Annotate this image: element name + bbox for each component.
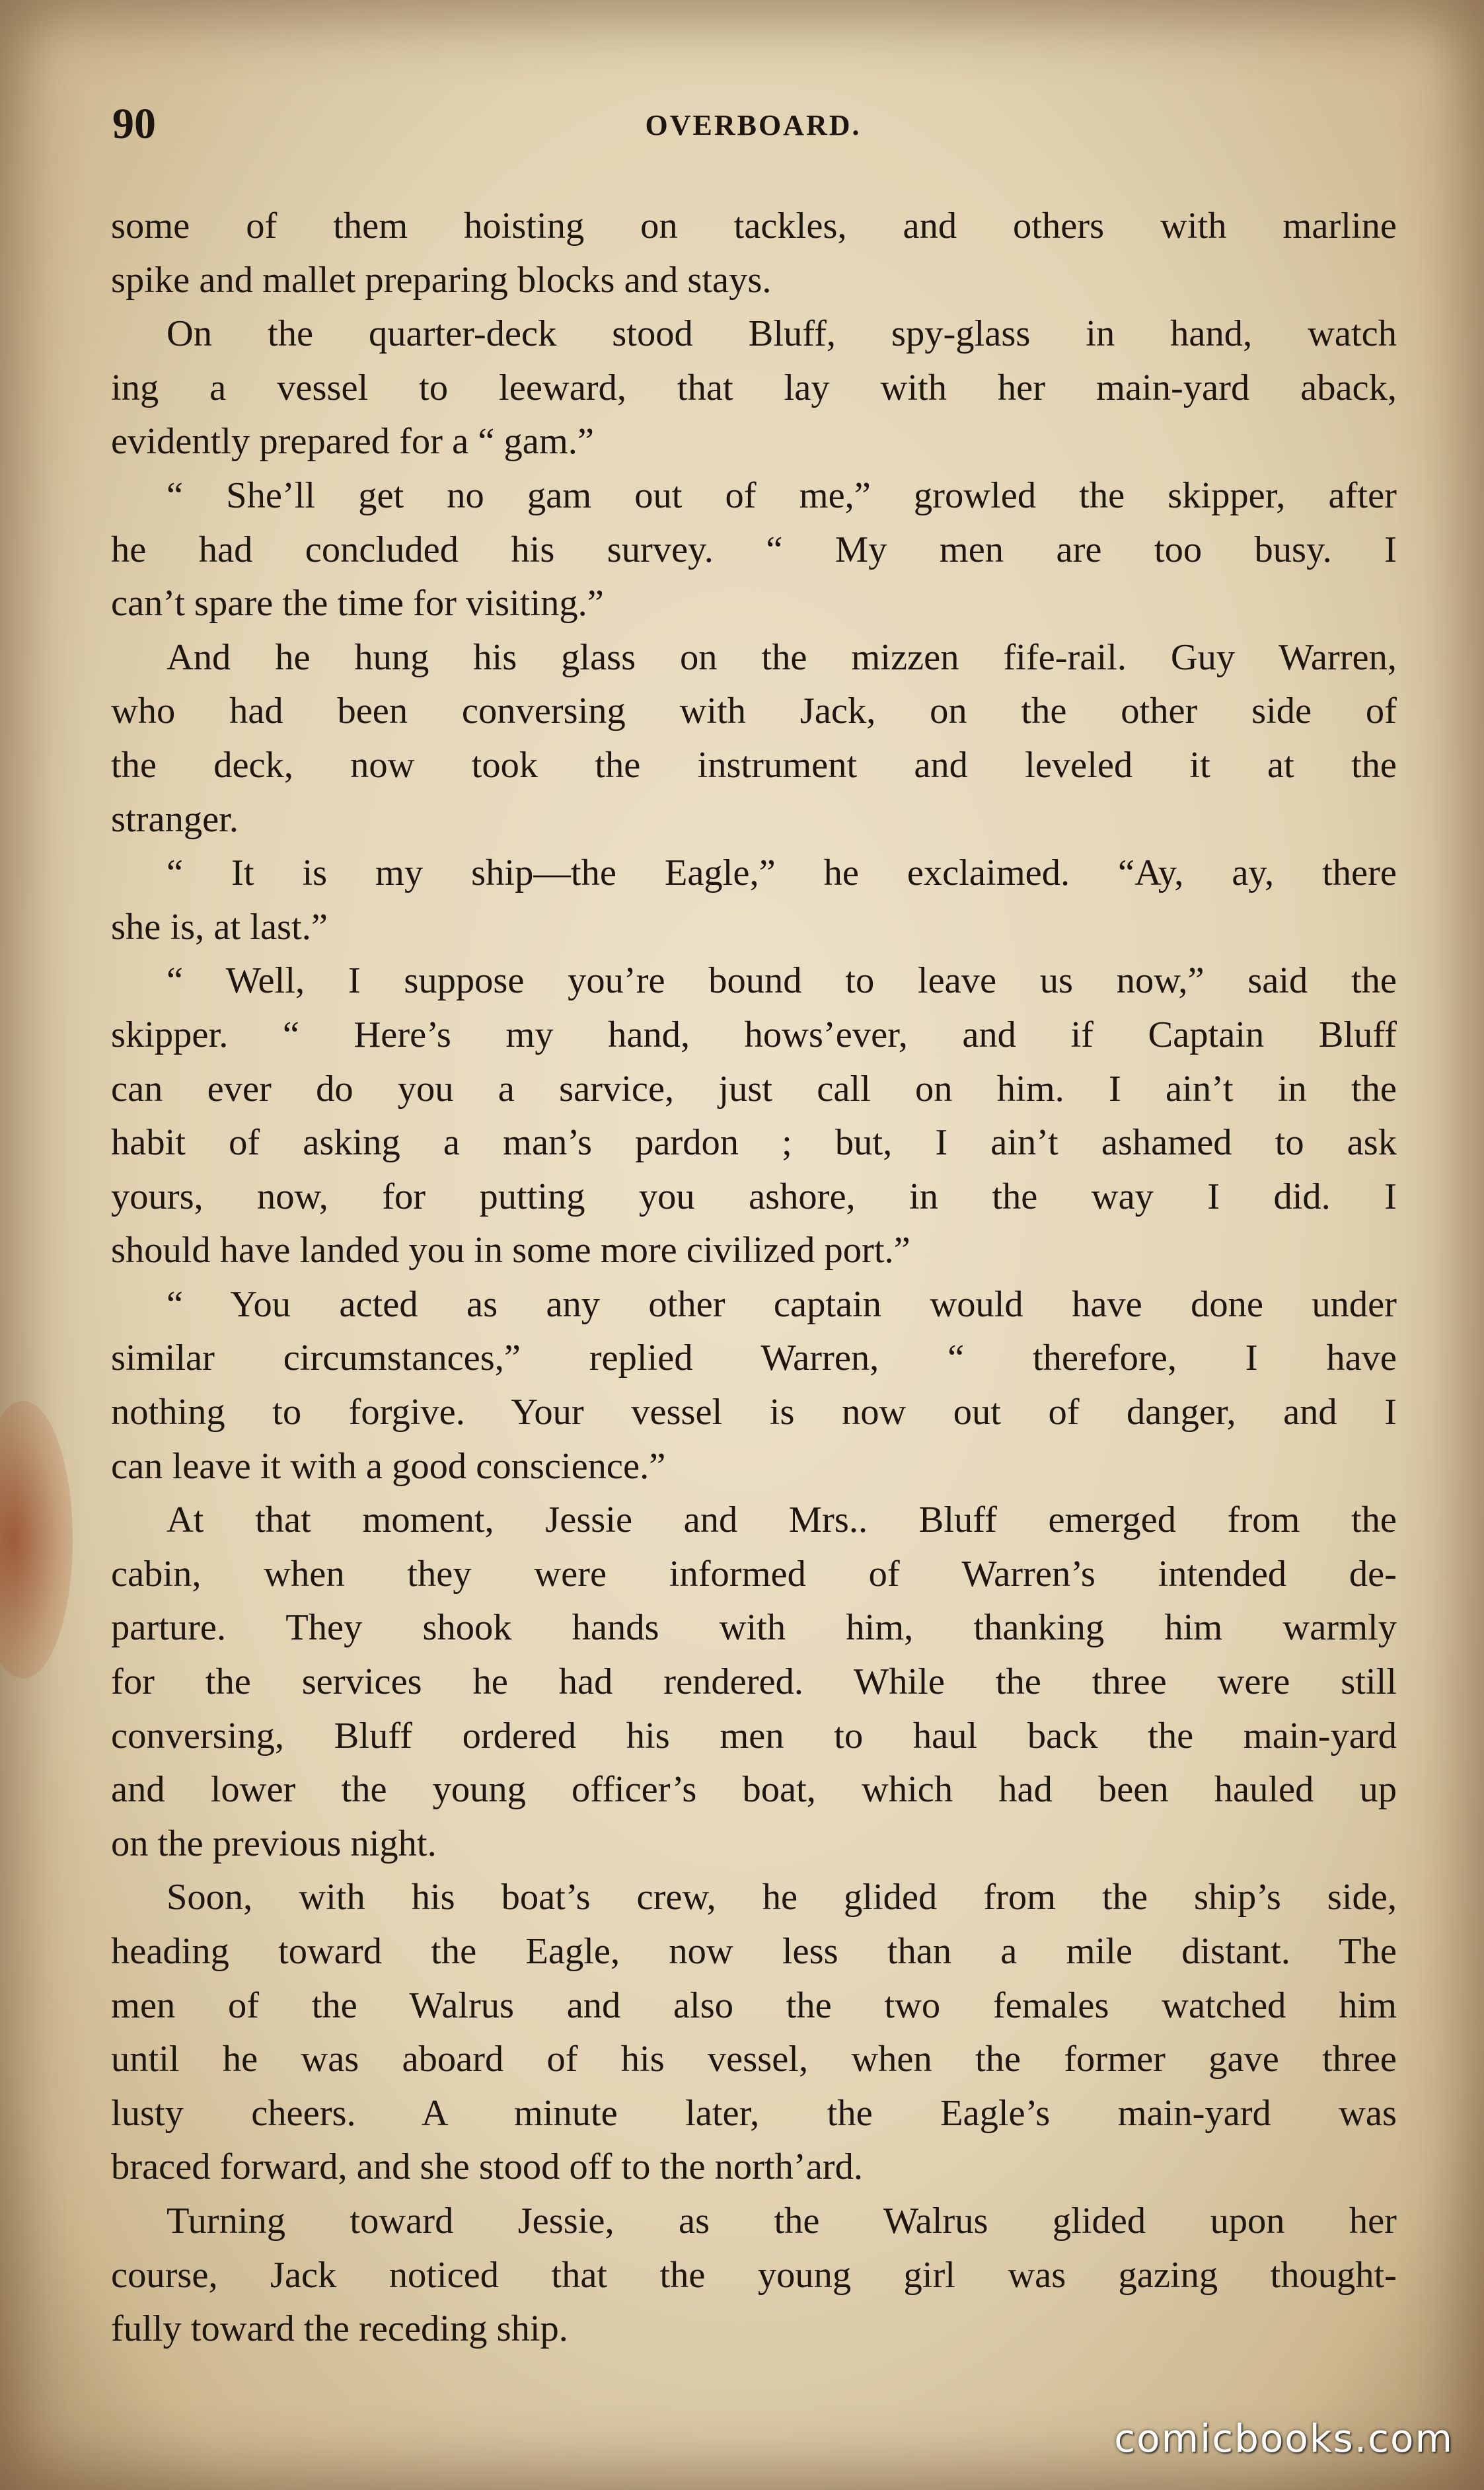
text-line: cabin, when they were informed of Warren’s intended de-: [111, 1553, 1397, 1595]
text-line: should have landed you in some more civilized port.”: [111, 1230, 910, 1271]
text-line: And he hung his glass on the mizzen fife-rail. Guy Warren,: [167, 636, 1397, 678]
text-line: stranger.: [111, 798, 239, 840]
text-line: At that moment, Jessie and Mrs.. Bluff emerged from the: [167, 1499, 1397, 1541]
text-line: heading toward the Eagle, now less than a mile distant. The: [111, 1931, 1397, 1972]
text-line: nothing to forgive. Your vessel is now out of danger, and I: [111, 1392, 1397, 1433]
text-line: some of them hoisting on tackles, and others with marline: [111, 206, 1397, 246]
text-line: “ You acted as any other captain would have done under: [167, 1283, 1397, 1325]
text-line: evidently prepared for a “ gam.”: [111, 421, 594, 463]
text-line: braced forward, and she stood off to the north’ard.: [111, 2146, 864, 2188]
text-line: “ Well, I suppose you’re bound to leave us now,” said the: [167, 960, 1397, 1002]
page-stain: [0, 1401, 73, 1679]
text-line: similar circumstances,” replied Warren, “ therefore, I have: [111, 1338, 1397, 1379]
text-line: Turning toward Jessie, as the Walrus glided upon her: [167, 2200, 1397, 2242]
text-line: the deck, now took the instrument and leveled it at the: [111, 744, 1397, 786]
text-line: and lower the young officer’s boat, which had been hauled up: [111, 1769, 1397, 1811]
text-line: yours, now, for putting you ashore, in the way I did. I: [111, 1176, 1397, 1217]
text-line: skipper. “ Here’s my hand, hows’ever, and if Captain Bluff: [111, 1014, 1397, 1055]
page-header: [112, 99, 1394, 152]
text-line: he had concluded his survey. “ My men are too busy. I: [111, 529, 1397, 570]
text-line: until he was aboard of his vessel, when the former gave three: [111, 2039, 1397, 2080]
text-line: can leave it with a good conscience.”: [111, 1445, 666, 1487]
text-line: “ It is my ship—the Eagle,” he exclaimed. “Ay, ay, there: [167, 852, 1397, 894]
text-line: men of the Walrus and also the two females watched him: [111, 1984, 1397, 2026]
text-line: lusty cheers. A minute later, the Eagle’s main-yard was: [111, 2092, 1397, 2134]
text-line: can ever do you a sarvice, just call on him. I ain’t in the: [111, 1068, 1397, 1110]
text-line: habit of asking a man’s pardon ; but, I ain’t ashamed to ask: [111, 1122, 1397, 1164]
text-line: parture. They shook hands with him, thanking him warmly: [111, 1607, 1397, 1649]
text-line: on the previous night.: [111, 1823, 437, 1864]
running-head: OVERBOARD.: [645, 109, 862, 141]
text-line: spike and mallet preparing blocks and stays.: [111, 259, 772, 301]
text-line: ing a vessel to leeward, that lay with her main-yard aback,: [111, 367, 1397, 408]
page-number: 90: [112, 100, 156, 148]
text-line: fully toward the receding ship.: [111, 2308, 568, 2350]
body-text: [111, 200, 1397, 2357]
text-line: On the quarter-deck stood Bluff, spy-glass in hand, watch: [167, 313, 1397, 355]
text-line: she is, at last.”: [111, 906, 328, 948]
text-line: for the services he had rendered. While the three were still: [111, 1661, 1397, 1703]
watermark: comicbooks.com: [1114, 2416, 1454, 2461]
text-line: “ She’ll get no gam out of me,” growled the skipper, after: [167, 474, 1397, 516]
text-line: Soon, with his boat’s crew, he glided from the ship’s side,: [167, 1877, 1397, 1918]
text-line: who had been conversing with Jack, on the other side of: [111, 691, 1397, 732]
text-line: conversing, Bluff ordered his men to haul back the main-yard: [111, 1715, 1397, 1756]
text-line: course, Jack noticed that the young girl was gazing thought-: [111, 2254, 1397, 2296]
text-line: can’t spare the time for visiting.”: [111, 583, 604, 624]
